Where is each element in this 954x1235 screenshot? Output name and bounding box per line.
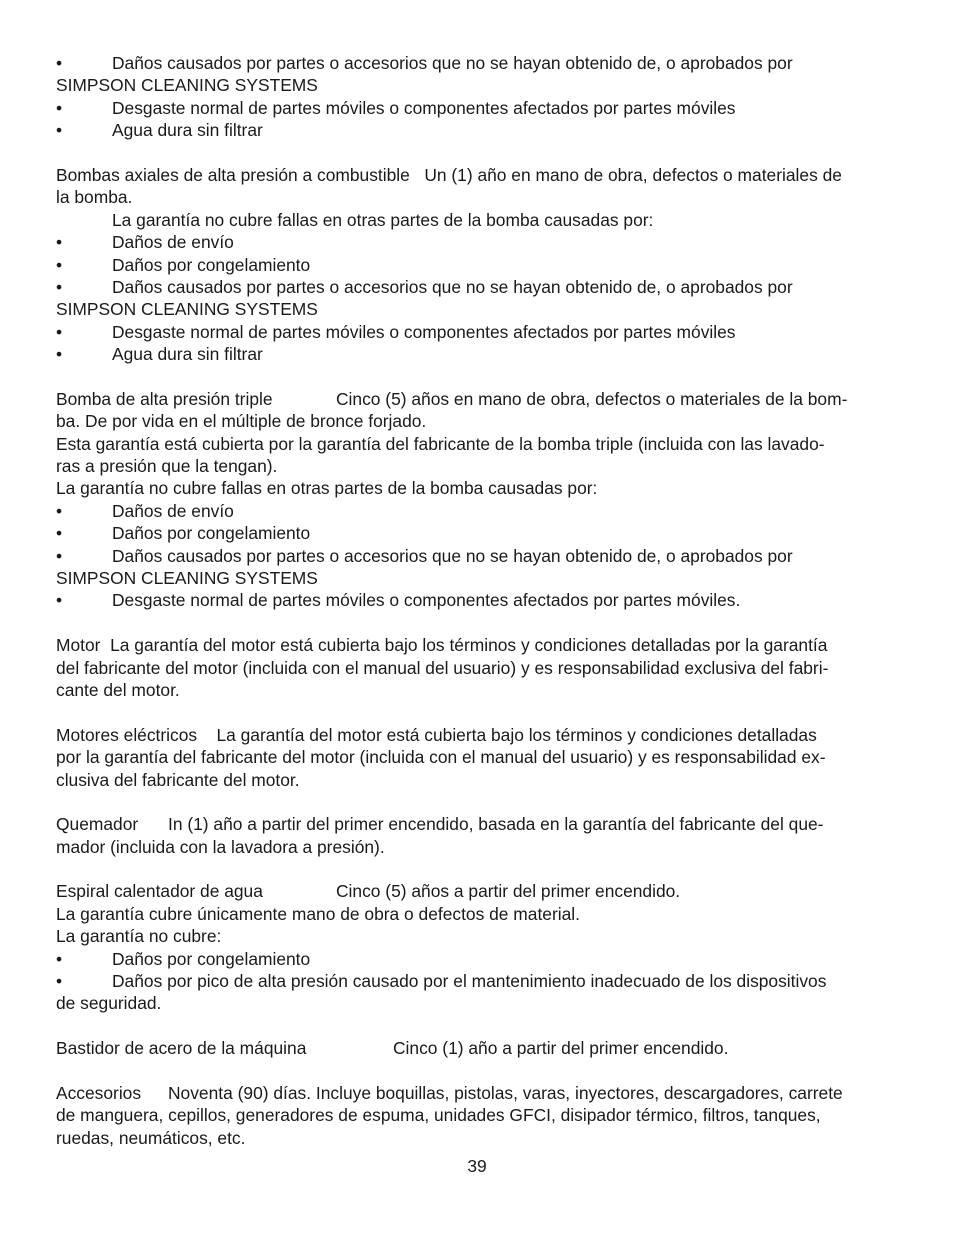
bullet-icon: • bbox=[56, 344, 63, 365]
bullet-icon: • bbox=[56, 523, 63, 544]
triple-pump-note: La garantía no cubre fallas en otras partes de la bomba causadas por: bbox=[56, 478, 598, 499]
accessories-text-cont: de manguera, cepillos, generadores de espuma, unidades GFCI, disipador térmico, filtros, tanques, bbox=[56, 1105, 821, 1126]
coil-coverage: La garantía cubre únicamente mano de obra o defectos de material. bbox=[56, 903, 580, 924]
coil-term-line bbox=[56, 880, 900, 902]
accessories-text: Noventa (90) días. Incluye boquillas, pistolas, varas, inyectores, descargadores, carrete bbox=[168, 1082, 843, 1103]
frame-term: Cinco (1) año a partir del primer encendido. bbox=[393, 1038, 729, 1059]
burner-text-cont: mador (incluida con la lavadora a presión). bbox=[56, 836, 385, 857]
triple-pump-term-cont: ba. De por vida en el múltiple de bronce forjado. bbox=[56, 411, 427, 432]
bullet-icon: • bbox=[56, 971, 63, 992]
triple-pump-paragraph-cont: ras a presión que la tengan). bbox=[56, 456, 278, 477]
bullet-text: Daños por congelamiento bbox=[112, 523, 311, 544]
accessories-heading: Accesorios bbox=[56, 1082, 142, 1103]
bullet-item bbox=[56, 321, 900, 343]
bullet-item bbox=[56, 254, 900, 276]
bullet-item bbox=[56, 276, 900, 298]
electric-motor-line bbox=[56, 724, 900, 746]
electric-motor-text: La garantía del motor está cubierta bajo los términos y condiciones detalladas bbox=[216, 724, 817, 745]
bullet-item bbox=[56, 119, 900, 141]
bullet-text: Daños de envío bbox=[112, 232, 234, 253]
bullet-icon: • bbox=[56, 276, 63, 297]
bullet-icon: • bbox=[56, 120, 63, 141]
bullet-text: Agua dura sin filtrar bbox=[112, 344, 263, 365]
electric-motor-text-cont: por la garantía del fabricante del motor (incluida con el manual del usuario) y es responsabilidad ex- bbox=[56, 747, 826, 768]
triple-pump-term-line bbox=[56, 388, 900, 410]
motor-heading: Motor bbox=[56, 635, 101, 656]
bullet-text: Daños causados por partes o accesorios que no se hayan obtenido de, o aprobados por bbox=[112, 276, 793, 297]
motor-text: La garantía del motor está cubierta bajo los términos y condiciones detalladas por la garantía bbox=[110, 635, 828, 656]
bullet-text: Agua dura sin filtrar bbox=[112, 120, 263, 141]
electric-motor-text-cont: clusiva del fabricante del motor. bbox=[56, 769, 300, 790]
bullet-icon: • bbox=[56, 232, 63, 253]
bullet-text: Desgaste normal de partes móviles o componentes afectados por partes móviles. bbox=[112, 590, 741, 611]
bullet-text: Daños causados por partes o accesorios que no se hayan obtenido de, o aprobados por bbox=[112, 53, 793, 73]
bullet-continuation: SIMPSON CLEANING SYSTEMS bbox=[56, 567, 318, 588]
frame-line bbox=[56, 1037, 900, 1059]
motor-text-cont: cante del motor. bbox=[56, 679, 180, 700]
coil-term: Cinco (5) años a partir del primer encendido. bbox=[336, 881, 681, 902]
axial-pump-term-cont: la bomba. bbox=[56, 187, 133, 208]
bullet-icon: • bbox=[56, 500, 63, 521]
coil-heading: Espiral calentador de agua bbox=[56, 881, 263, 902]
triple-pump-term: Cinco (5) años en mano de obra, defectos o materiales de la bom- bbox=[336, 388, 848, 409]
bullet-text: Daños por pico de alta presión causado por el mantenimiento inadecuado de los dispositivos bbox=[112, 971, 827, 992]
bullet-text: Daños causados por partes o accesorios que no se hayan obtenido de, o aprobados por bbox=[112, 545, 793, 566]
bullet-item bbox=[56, 500, 900, 522]
frame-heading: Bastidor de acero de la máquina bbox=[56, 1038, 307, 1059]
bullet-icon: • bbox=[56, 545, 63, 566]
motor-line bbox=[56, 634, 900, 656]
bullet-text: Daños por congelamiento bbox=[112, 254, 311, 275]
axial-pump-note: La garantía no cubre fallas en otras partes de la bomba causadas por: bbox=[112, 209, 654, 230]
bullet-continuation: SIMPSON CLEANING SYSTEMS bbox=[56, 75, 318, 96]
bullet-text: Daños por congelamiento bbox=[112, 948, 311, 969]
burner-heading: Quemador bbox=[56, 814, 139, 835]
motor-text-cont: del fabricante del motor (incluida con el manual del usuario) y es responsabilidad exclusiva del fabri- bbox=[56, 657, 829, 678]
warranty-page bbox=[56, 52, 900, 1149]
bullet-text: Daños de envío bbox=[112, 500, 234, 521]
axial-pump-term: Un (1) año en mano de obra, defectos o materiales de bbox=[424, 164, 842, 185]
bullet-item bbox=[56, 52, 900, 74]
bullet-item bbox=[56, 522, 900, 544]
bullet-item bbox=[56, 970, 900, 992]
bullet-text: Desgaste normal de partes móviles o componentes afectados por partes móviles bbox=[112, 321, 736, 342]
bullet-item bbox=[56, 545, 900, 567]
bullet-icon: • bbox=[56, 53, 63, 73]
burner-line bbox=[56, 813, 900, 835]
bullet-item bbox=[56, 97, 900, 119]
bullet-item bbox=[56, 231, 900, 253]
bullet-icon: • bbox=[56, 590, 63, 611]
axial-pump-term-line bbox=[56, 164, 900, 186]
bullet-icon: • bbox=[56, 97, 63, 118]
page-number: 39 bbox=[467, 1156, 487, 1176]
axial-pump-heading: Bombas axiales de alta presión a combustible bbox=[56, 164, 410, 185]
burner-text: In (1) año a partir del primer encendido, basada en la garantía del fabricante del que- bbox=[168, 814, 824, 835]
triple-pump-heading: Bomba de alta presión triple bbox=[56, 388, 273, 409]
bullet-icon: • bbox=[56, 321, 63, 342]
triple-pump-paragraph: Esta garantía está cubierta por la garantía del fabricante de la bomba triple (incluida con las lavado- bbox=[56, 433, 825, 454]
bullet-item bbox=[56, 948, 900, 970]
accessories-line bbox=[56, 1082, 900, 1104]
bullet-text: Desgaste normal de partes móviles o componentes afectados por partes móviles bbox=[112, 97, 736, 118]
coil-not-covered: La garantía no cubre: bbox=[56, 926, 222, 947]
bullet-icon: • bbox=[56, 254, 63, 275]
electric-motor-heading: Motores eléctricos bbox=[56, 724, 198, 745]
bullet-item bbox=[56, 589, 900, 611]
bullet-icon: • bbox=[56, 948, 63, 969]
accessories-text-cont: ruedas, neumáticos, etc. bbox=[56, 1127, 246, 1148]
bullet-item bbox=[56, 343, 900, 365]
bullet-continuation: SIMPSON CLEANING SYSTEMS bbox=[56, 299, 318, 320]
bullet-continuation: de seguridad. bbox=[56, 993, 162, 1014]
